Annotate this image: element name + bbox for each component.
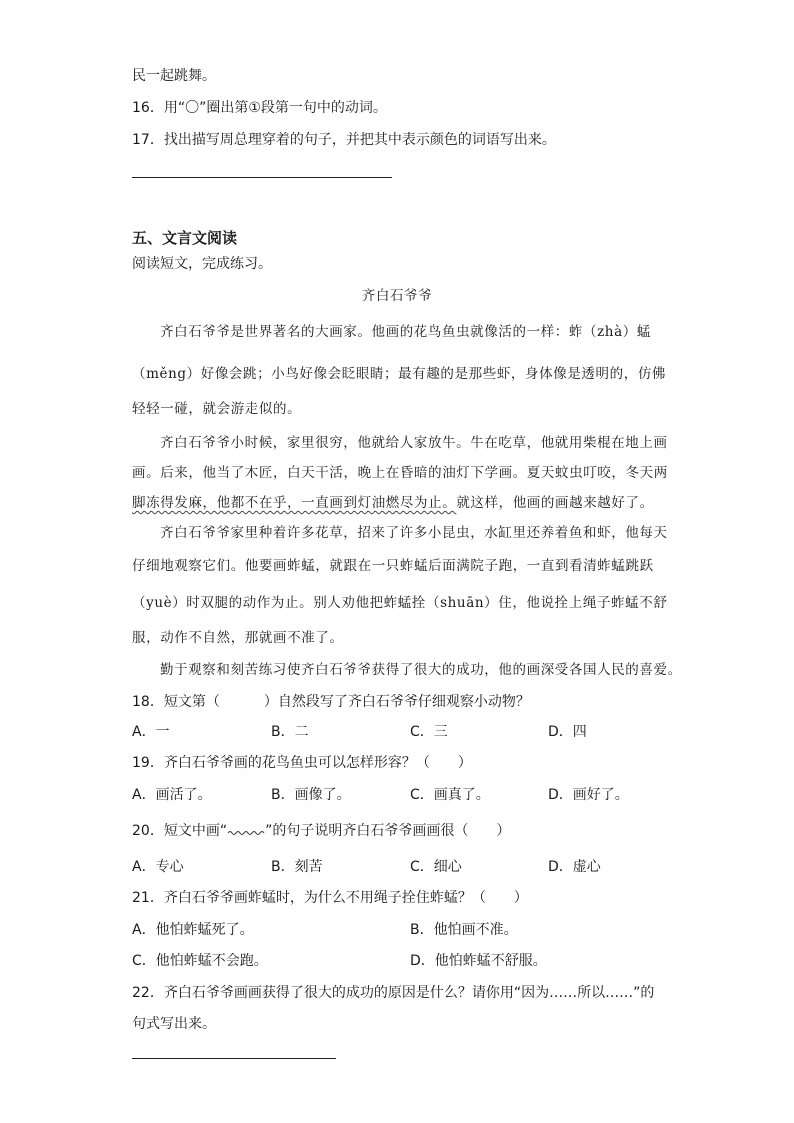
q18-option-a[interactable]: A．一 <box>132 724 170 740</box>
q20-option-c[interactable]: C．细心 <box>410 859 462 875</box>
question-16: 16．用“〇”圈出第①段第一句中的动词。 <box>132 100 387 116</box>
q18-option-d[interactable]: D．四 <box>548 724 587 740</box>
answer-line-q22[interactable] <box>132 1058 336 1059</box>
q21-option-a[interactable]: A．他怕蚱蜢死了。 <box>132 922 254 938</box>
passage-p2-line2-text: 画。后来，他当了木匠，白天干活，晚上在昏暗的油灯下学画。夏天蚊虫叮咬，冬天两 <box>132 465 668 481</box>
q21-option-b[interactable]: B．他怕画不准。 <box>410 922 518 938</box>
section-instruction: 阅读短文，完成练习。 <box>132 256 272 272</box>
passage-p1-line3: 轻轻一碰，就会游走似的。 <box>132 401 302 417</box>
q20-option-b[interactable]: B．刻苦 <box>271 859 323 875</box>
q18-option-b[interactable]: B．二 <box>271 724 309 740</box>
answer-line-q17[interactable] <box>132 177 392 178</box>
q20-option-d[interactable]: D．虚心 <box>548 859 601 875</box>
passage-p3-line1: 齐白石爷爷家里种着许多花草，招来了许多小昆虫，水缸里还养着鱼和虾，他每天 <box>160 525 668 541</box>
question-20 <box>132 821 510 841</box>
question-22-line1: 22．齐白石爷爷画画获得了很大的成功的原因是什么？请你用“因为……所以……”的 <box>132 985 655 1001</box>
question-19: 19．齐白石爷爷画的花鸟鱼虫可以怎样形容？（ ） <box>132 755 472 771</box>
previous-passage-fragment: 民一起跳舞。 <box>132 68 216 84</box>
passage-p1-line2: （měng）好像会跳；小鸟好像会眨眼睛；最有趣的是那些虾，身体像是透明的，仿佛 <box>132 366 667 382</box>
q19-option-d[interactable]: D．画好了。 <box>548 787 629 803</box>
question-21: 21．齐白石爷爷画蚱蜢时，为什么不用绳子拴住蚱蜢？（ ） <box>132 890 528 906</box>
passage-p2-line3-end: 就这样，他画的画越来越好了。 <box>456 495 654 511</box>
passage-p2-wavy-sentence: 脚冻得发麻，他都不在乎，一直画到灯油燃尽为止。 <box>132 495 457 511</box>
passage-p3-line3: （yuè）时双腿的动作为止。别人劝他把蚱蜢拴（shuān）住，他说拴上绳子蚱蜢不舒 <box>132 595 668 611</box>
passage-p3-line4: 服，动作不自然，那就画不准了。 <box>132 630 344 646</box>
q20-option-a[interactable]: A．专心 <box>132 859 184 875</box>
q19-option-a[interactable]: A．画活了。 <box>132 787 212 803</box>
q18-stem-start: 18．短文第（ <box>132 694 220 710</box>
q19-option-b[interactable]: B．画像了。 <box>271 787 351 803</box>
q20-stem-start: 20．短文中画“ <box>132 823 228 839</box>
q21-option-d[interactable]: D．他怕蚱蜢不舒服。 <box>410 953 547 969</box>
passage-p3-line2: 仔细地观察它们。他要画蚱蜢，就跟在一只蚱蜢后面满院子跑，一直到看清蚱蜢跳跃 <box>132 558 654 574</box>
section-heading: 五、文言文阅读 <box>132 229 238 247</box>
q21-option-c[interactable]: C．他怕蚱蜢不会跑。 <box>132 953 268 969</box>
passage-p4: 勤于观察和刻苦练习使齐白石爷爷获得了很大的成功，他的画深受各国人民的喜爱。 <box>160 662 682 678</box>
passage-p2-line3 <box>132 493 654 513</box>
passage-p2-line2 <box>132 463 668 483</box>
wavy-underline-icon <box>227 826 265 836</box>
question-22-line2: 句式写出来。 <box>132 1016 216 1032</box>
passage-title: 齐白石爷爷 <box>361 288 433 304</box>
q18-stem-end: ）自然段写了齐白石爷爷仔细观察小动物？ <box>263 694 530 710</box>
question-17: 17．找出描写周总理穿着的句子，并把其中表示颜色的词语写出来。 <box>132 132 556 148</box>
passage-p1-line1: 齐白石爷爷是世界著名的大画家。他画的花鸟鱼虫就像活的一样：蚱（zhà）蜢 <box>160 324 651 340</box>
q20-stem-end: ”的句子说明齐白石爷爷画画很（ ） <box>265 823 511 839</box>
q19-option-c[interactable]: C．画真了。 <box>410 787 490 803</box>
question-18 <box>132 692 530 712</box>
q18-option-c[interactable]: C．三 <box>410 724 448 740</box>
passage-p2-line1: 齐白石爷爷小时候，家里很穷，他就给人家放牛。牛在吃草，他就用柴棍在地上画 <box>160 435 668 451</box>
